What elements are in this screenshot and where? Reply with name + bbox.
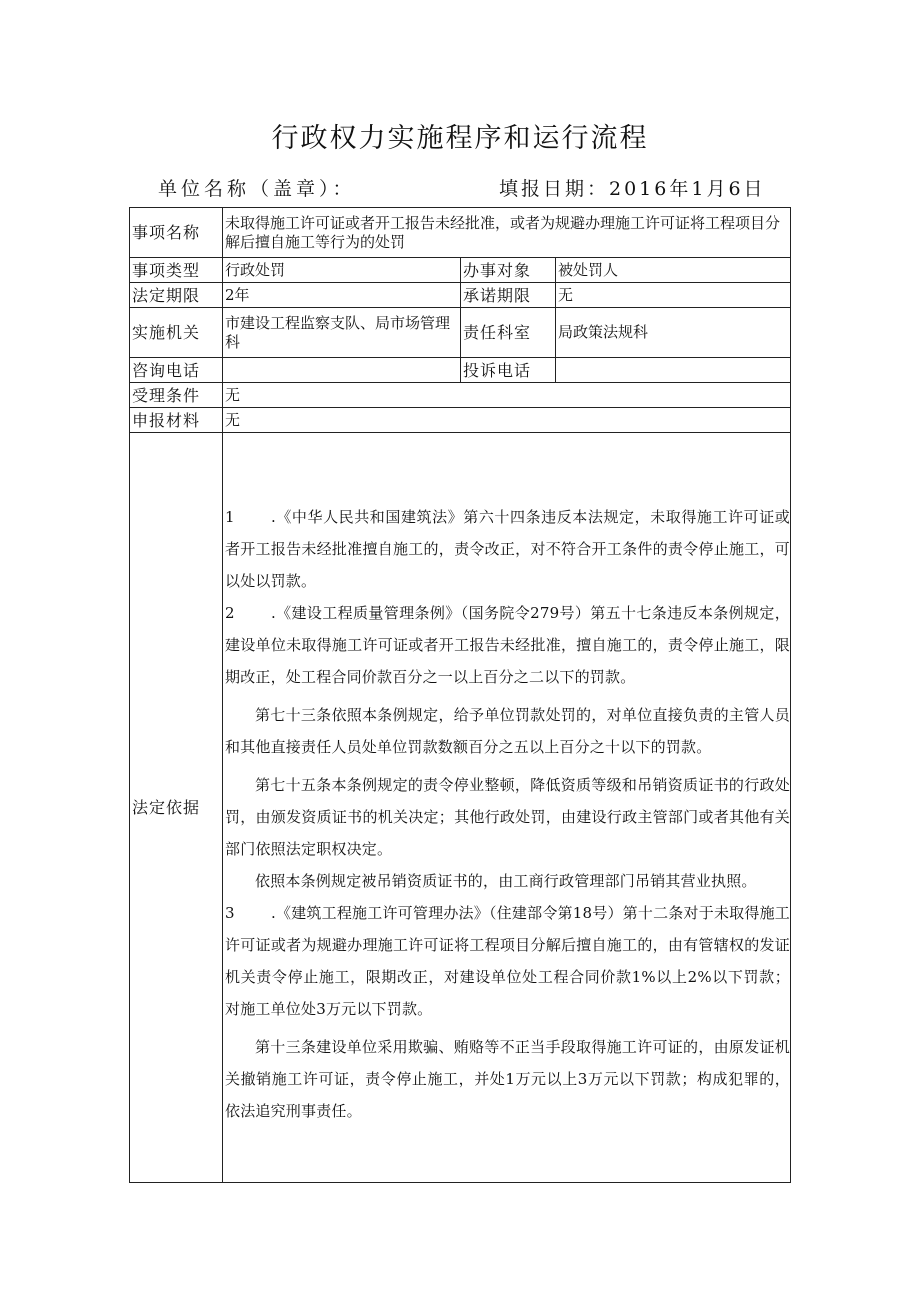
promise-period-label: 承诺期限	[461, 283, 556, 308]
agency-value: 市建设工程监察支队、局市场管理科	[223, 308, 461, 358]
row-periods	[130, 283, 791, 308]
legal-basis-label: 法定依据	[130, 433, 223, 1183]
page-title: 行政权力实施程序和运行流程	[271, 123, 649, 154]
row-legal-basis	[130, 433, 791, 1183]
agency-label: 实施机关	[130, 308, 223, 358]
row-phones	[130, 358, 791, 383]
info-table	[129, 207, 791, 1183]
conditions-label: 受理条件	[130, 383, 223, 408]
promise-period-value: 无	[556, 283, 791, 308]
materials-value: 无	[223, 408, 791, 433]
legal-period-label: 法定期限	[130, 283, 223, 308]
clause-text: .《中华人民共和国建筑法》第六十四条违反本法规定，未取得施工许可证或者开工报告未经批准擅自施工的，责令改正，对不符合开工条件的责令停止施工，可以处以罚款。	[225, 508, 790, 590]
item-type-label: 事项类型	[130, 258, 223, 283]
legal-basis-value	[223, 433, 791, 1183]
row-agency	[130, 308, 791, 358]
dept-label: 责任科室	[461, 308, 556, 358]
basis-clause	[225, 897, 790, 1025]
conditions-value: 无	[223, 383, 791, 408]
legal-period-value: 2年	[223, 283, 461, 308]
row-item-type	[130, 258, 791, 283]
basis-clause	[225, 501, 790, 597]
clause-number: 2	[225, 604, 235, 622]
row-materials	[130, 408, 791, 433]
item-name-label: 事项名称	[130, 208, 223, 258]
basis-clause: 第七十三条依照本条例规定，给予单位罚款处罚的，对单位直接负责的主管人员和其他直接责任人员处单位罚款数额百分之五以上百分之十以下的罚款。	[225, 706, 790, 756]
dept-value: 局政策法规科	[556, 308, 791, 358]
target-label: 办事对象	[461, 258, 556, 283]
item-name-value: 未取得施工许可证或者开工报告未经批准，或者为规避办理施工许可证将工程项目分解后擅自施工等行为的处罚	[223, 208, 791, 258]
clause-number: 3	[225, 904, 235, 922]
basis-clause	[225, 597, 790, 693]
basis-clause: 第七十五条本条例规定的责令停业整顿，降低资质等级和吊销资质证书的行政处罚，由颁发资质证书的机关决定；其他行政处罚，由建设行政主管部门或者其他有关部门依照法定职权决定。	[225, 776, 790, 858]
clause-text: .《建筑工程施工许可管理办法》（住建部令第18号）第十二条对于未取得施工许可证或者为规避办理施工许可证将工程项目分解后擅自施工的，由有管辖权的发证机关责令停止施工，限期改正，对建设单位处工程合同价款1%以上2%以下罚款；对施工单位处3万元以下罚款。	[225, 904, 790, 1018]
basis-clause: 第十三条建设单位采用欺骗、贿赂等不正当手段取得施工许可证的，由原发证机关撤销施工许可证，责令停止施工，并处1万元以上3万元以下罚款；构成犯罪的，依法追究刑事责任。	[225, 1038, 790, 1120]
target-value: 被处罚人	[556, 258, 791, 283]
row-conditions	[130, 383, 791, 408]
complaint-phone-value	[556, 358, 791, 383]
basis-clause: 依照本条例规定被吊销资质证书的，由工商行政管理部门吊销其营业执照。	[255, 872, 757, 890]
consult-phone-label: 咨询电话	[130, 358, 223, 383]
legal-basis-text	[225, 433, 790, 1127]
fill-date: 填报日期：2016年1月6日	[499, 178, 766, 200]
materials-label: 申报材料	[130, 408, 223, 433]
clause-number: 1	[225, 508, 235, 526]
unit-name-label: 单位名称（盖章）：	[158, 178, 356, 200]
complaint-phone-label: 投诉电话	[461, 358, 556, 383]
consult-phone-value	[223, 358, 461, 383]
row-item-name	[130, 208, 791, 258]
item-type-value: 行政处罚	[223, 258, 461, 283]
clause-text: .《建设工程质量管理条例》（国务院令279号）第五十七条违反本条例规定，建设单位未取得施工许可证或者开工报告未经批准，擅自施工的，责令停止施工，限期改正，处工程合同价款百分之一以上百分之二以下的罚款。	[225, 604, 790, 686]
